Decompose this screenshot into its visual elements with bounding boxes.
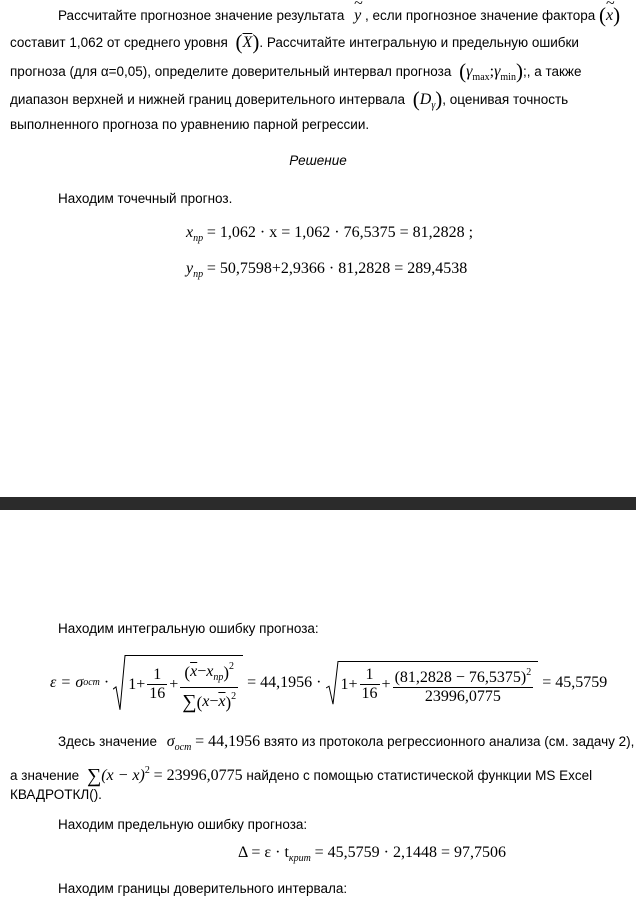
task-line-4: диапазон верхней и нижней границ доверительного интервала $(D_\gamma)$, оценивая точность bbox=[10, 87, 569, 111]
sqrt-expression-1: 1+ $\frac{1}{16}$ + $\frac{(\overline{x}-x_{пр})^2}{\sum(x-\overline{x})^2}$ bbox=[113, 655, 243, 712]
solution-heading: Решение bbox=[289, 153, 347, 168]
task-text: . Рассчитайте интегральную и предельную ошибки bbox=[259, 35, 579, 50]
x-bar-symbol: $\overline{X}$ bbox=[242, 34, 253, 51]
point-forecast-label: Находим точечный прогноз. bbox=[58, 191, 233, 206]
equation-x-forecast: $x_{пр} = 1,062 \cdot x = 1,062 \cdot 76,5375 = 81,2828$ ; bbox=[186, 224, 474, 244]
y-tilde-symbol: ~ y bbox=[354, 0, 363, 24]
equation-y-forecast: $y_{пр} = 50,7598+2,9366 \cdot 81,2828 = 289,4538$ bbox=[186, 260, 468, 280]
integral-error-label: Находим интегральную ошибку прогноза: bbox=[58, 621, 319, 636]
note-line-2: а значение $\sum(x - x)^2 = 23996,0775$ найдено с помощью статистической функции MS Excel bbox=[10, 765, 593, 787]
task-line-1: Рассчитайте прогнозное значение результата ~ y , если прогнозное значение фактора ( ~ x) bbox=[58, 0, 621, 27]
sqrt-expression-2: 1+ $\frac{1}{16}$ + $\frac{(81,2828 - 76,5375)^2}{23996,0775}$ bbox=[326, 661, 539, 706]
task-text: диапазон верхней и нижней границ доверительного интервала bbox=[10, 92, 406, 107]
task-text: , оценивая точность bbox=[442, 92, 569, 107]
page-2 bbox=[0, 510, 636, 899]
marginal-error-label: Находим предельную ошибку прогноза: bbox=[58, 817, 308, 832]
bounds-label: Находим границы доверительного интервала: bbox=[58, 881, 348, 896]
task-text: выполненного прогноза по уравнению парной регрессии. bbox=[10, 117, 370, 132]
page-separator bbox=[0, 497, 636, 510]
task-text: составит 1,062 от среднего уровня bbox=[10, 35, 228, 50]
note-line-1: Здесь значение $\sigma_{ост} = 44,1956$ взято из протокола регрессионного анализа (см. задачу 2), bbox=[58, 733, 635, 753]
x-tilde-symbol: ~ x bbox=[606, 0, 615, 24]
task-text: Рассчитайте прогнозное значение результата bbox=[58, 8, 345, 23]
task-line-2: составит 1,062 от среднего уровня $(\overline{X})$. Рассчитайте интегральную и предельную ошибки bbox=[10, 30, 579, 54]
task-text: ;, а также bbox=[522, 64, 582, 79]
equation-integral-error: ε = σ ост · 1+ $\frac{1}{16}$ + $\frac{(\overline{x}-x_{пр})^2}{\sum(x-\overline{x})^2}$ = 44,1956 · 1+ $\frac{1}{16}$ + $\frac{(81,2828 - 76,5375)^2}{23996,0775}$ = 45,5759 bbox=[50, 653, 607, 713]
task-text: , если прогнозное значение фактора bbox=[364, 8, 596, 23]
note-line-3: КВАДРОТКЛ(). bbox=[10, 787, 102, 802]
task-line-3: прогноза (для α=0,05), определите доверительный интервал прогноза $(\gamma_{max};\gamma_{min})$;, а также bbox=[10, 59, 582, 83]
task-line-5 bbox=[10, 116, 369, 134]
task-text: прогноза (для α=0,05), определите доверительный интервал прогноза bbox=[10, 64, 452, 79]
equation-marginal-error: $\Delta = \varepsilon \cdot t_{крит} = 45,5759 \cdot 2,1448 = 97,7506$ bbox=[238, 844, 506, 864]
